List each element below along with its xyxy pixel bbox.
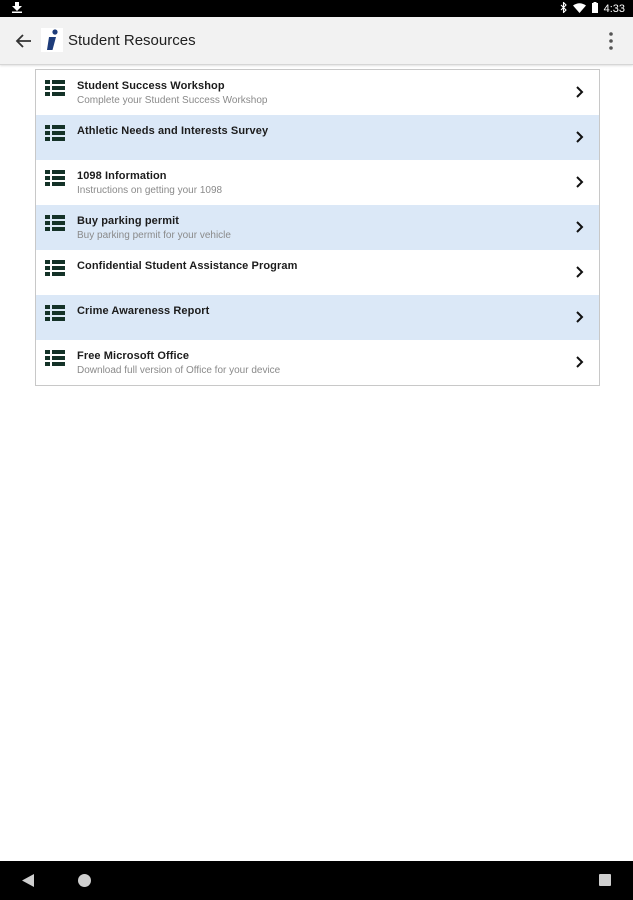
back-button[interactable] bbox=[12, 29, 36, 53]
page-title: Student Resources bbox=[68, 32, 196, 49]
list-item-subtitle: Complete your Student Success Workshop bbox=[77, 95, 268, 106]
list-icon bbox=[45, 80, 65, 96]
list-item-title: Crime Awareness Report bbox=[77, 305, 210, 317]
list-item[interactable] bbox=[36, 250, 599, 295]
list-item-subtitle: Instructions on getting your 1098 bbox=[77, 185, 223, 196]
list-item[interactable] bbox=[36, 340, 599, 385]
triangle-back-icon bbox=[22, 874, 34, 887]
app-bar bbox=[0, 17, 633, 65]
list-icon bbox=[45, 170, 65, 186]
more-vert-icon bbox=[601, 30, 621, 52]
nav-back-button[interactable] bbox=[22, 874, 34, 892]
list-item-title: Buy parking permit bbox=[77, 215, 180, 227]
chevron-right-icon bbox=[575, 175, 585, 189]
chevron-right-icon bbox=[575, 220, 585, 234]
battery-icon bbox=[592, 2, 598, 16]
list-icon bbox=[45, 305, 65, 321]
list-item[interactable] bbox=[36, 115, 599, 160]
list-icon bbox=[45, 125, 65, 141]
chevron-right-icon bbox=[575, 310, 585, 324]
list-item-title: Student Success Workshop bbox=[77, 80, 225, 92]
info-logo-icon bbox=[41, 28, 63, 52]
list-item[interactable] bbox=[36, 70, 599, 115]
arrow-left-icon bbox=[12, 29, 36, 53]
status-bar bbox=[0, 0, 633, 17]
clock-time: 4:33 bbox=[603, 3, 625, 15]
resource-list bbox=[35, 69, 600, 386]
list-item-title: Athletic Needs and Interests Survey bbox=[77, 125, 269, 137]
list-item-subtitle: Download full version of Office for your device bbox=[77, 365, 281, 376]
list-icon bbox=[45, 350, 65, 366]
list-item-subtitle: Buy parking permit for your vehicle bbox=[77, 230, 231, 241]
list-icon bbox=[45, 215, 65, 231]
list-item[interactable] bbox=[36, 160, 599, 205]
list-item-title: Free Microsoft Office bbox=[77, 350, 190, 362]
list-item[interactable] bbox=[36, 205, 599, 250]
chevron-right-icon bbox=[575, 130, 585, 144]
download-icon bbox=[12, 2, 22, 16]
list-icon bbox=[45, 260, 65, 276]
wifi-icon bbox=[573, 3, 586, 16]
overflow-menu-button[interactable] bbox=[601, 30, 621, 52]
bluetooth-icon bbox=[560, 2, 567, 16]
chevron-right-icon bbox=[575, 265, 585, 279]
list-item-title: Confidential Student Assistance Program bbox=[77, 260, 298, 272]
chevron-right-icon bbox=[575, 85, 585, 99]
list-item[interactable] bbox=[36, 295, 599, 340]
nav-home-button[interactable] bbox=[78, 874, 91, 887]
chevron-right-icon bbox=[575, 355, 585, 369]
nav-recents-button[interactable] bbox=[599, 874, 611, 886]
system-nav-bar bbox=[0, 861, 633, 900]
list-item-title: 1098 Information bbox=[77, 170, 167, 182]
